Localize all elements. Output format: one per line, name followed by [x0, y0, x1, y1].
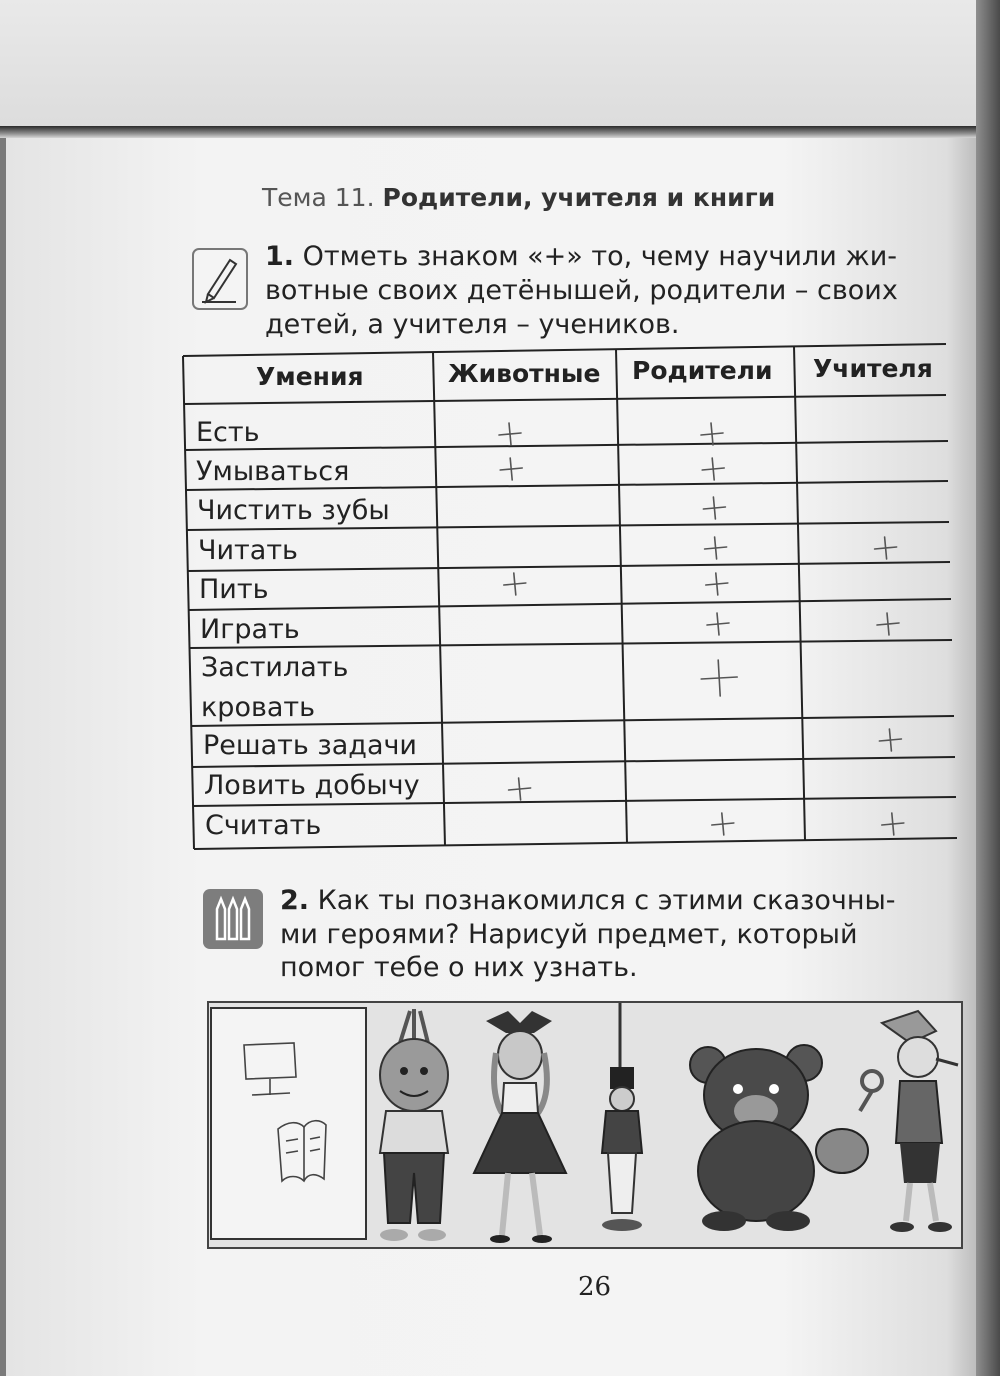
skill-eat: Есть [196, 417, 260, 448]
skill-count: Считать [205, 810, 322, 841]
plus-mark-parents-5 [707, 613, 729, 635]
header-parents: Родители [632, 356, 773, 385]
plus-mark-parents-2 [703, 497, 725, 519]
task1-line-2: вотные своих детёнышей, родители – своих [265, 275, 898, 306]
fairy-tale-characters [370, 1003, 962, 1247]
onion-boy-figure [380, 1009, 448, 1241]
plus-mark-teachers-9 [882, 813, 904, 835]
topic-number: Тема 11. [262, 183, 375, 212]
skill-wash: Умываться [196, 456, 350, 487]
header-skills: Умения [256, 362, 364, 391]
plus-mark-teachers-7 [879, 729, 901, 751]
skill-solve-problems: Решать задачи [203, 730, 417, 761]
drawing-area[interactable] [210, 1007, 367, 1240]
task1-line-1-text: Отметь знаком «+» то, чему научили жи- [302, 241, 897, 272]
plus-mark-animals-0 [499, 423, 521, 445]
plus-mark-teachers-3 [875, 537, 897, 559]
skill-make-bed-line1: Застилать [201, 652, 349, 683]
wooden-boy-with-key-figure [860, 1011, 958, 1232]
skill-read: Читать [198, 535, 298, 566]
task2-number: 2. [280, 885, 310, 916]
girl-with-bow-figure [474, 1011, 566, 1243]
plus-mark-teachers-5 [877, 613, 899, 635]
pencils-icon [203, 889, 263, 949]
skill-catch-prey: Ловить добычу [204, 770, 420, 801]
task1-number: 1. [265, 241, 295, 272]
plus-mark-parents-4 [706, 573, 728, 595]
tin-soldier-figure [602, 1003, 642, 1231]
header-teachers: Учителя [813, 354, 933, 383]
task2-line-3: помог тебе о них узнать. [280, 952, 638, 983]
header-animals: Животные [448, 359, 601, 388]
task2-line-2: ми героями? Нарисуй предмет, который [280, 919, 858, 950]
plus-mark-parents-3 [705, 537, 727, 559]
plus-mark-animals-1 [500, 458, 522, 480]
plus-mark-animals-4 [504, 573, 526, 595]
topic-title: Родители, учителя и книги [382, 183, 776, 212]
page-number: 26 [578, 1272, 612, 1302]
plus-mark-parents-0 [701, 423, 723, 445]
task2-line-1-text: Как ты познакомился с этими сказочны- [317, 885, 896, 916]
bear-with-pot-figure [690, 1045, 868, 1231]
skill-brush-teeth: Чистить зубы [197, 495, 390, 526]
plus-mark-parents-9 [712, 813, 734, 835]
plus-mark-parents-1 [702, 458, 724, 480]
plus-mark-animals-8 [509, 778, 531, 800]
skill-make-bed-line2: кровать [201, 692, 316, 723]
skill-play: Играть [200, 614, 300, 645]
child-drawing [212, 1009, 365, 1238]
plus-mark-parents-6 [701, 660, 737, 696]
task2-line-1 [280, 884, 896, 918]
task1-line-3: детей, а учителя – учеников. [265, 309, 680, 340]
skill-drink: Пить [199, 574, 269, 605]
